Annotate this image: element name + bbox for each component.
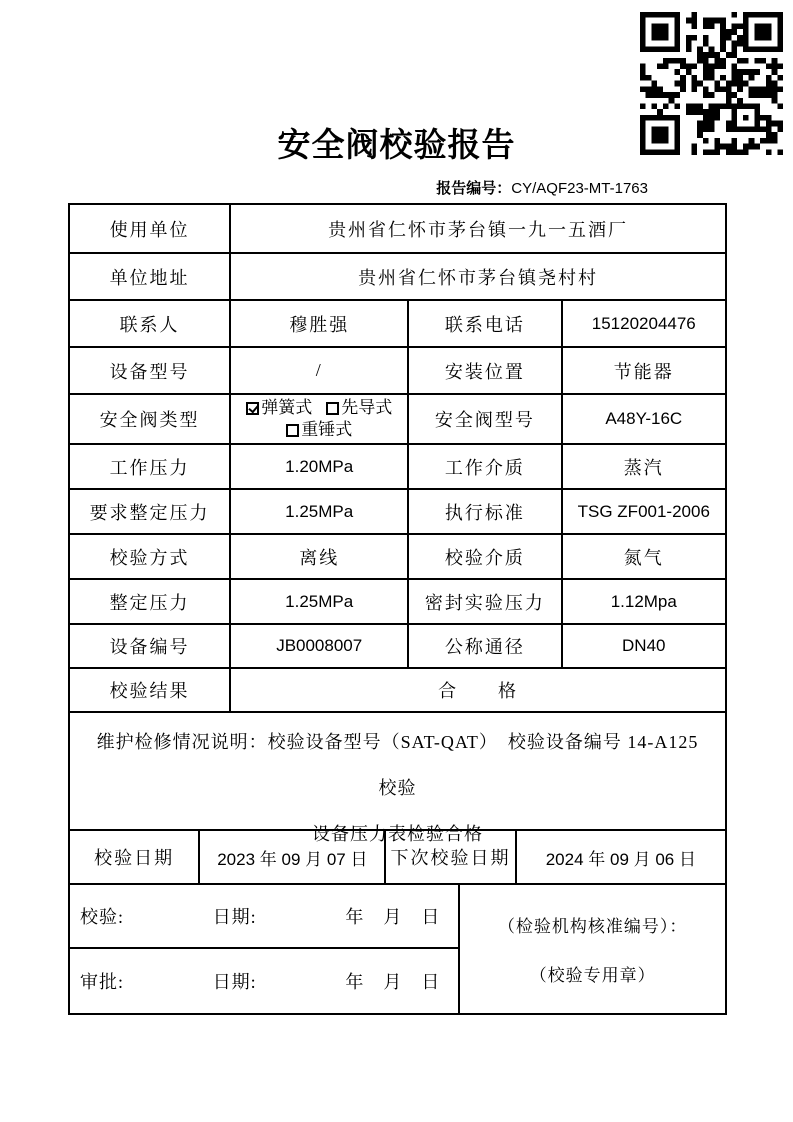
valve-type-option-spring-label: 弹簧式: [261, 398, 313, 417]
calibration-medium-value: 氮气: [623, 547, 664, 568]
signature-section: [70, 883, 725, 1013]
checkbox-empty-icon: [286, 424, 299, 437]
phone-label: 联系电话: [409, 301, 562, 346]
contact-label: 联系人: [70, 301, 231, 346]
use-unit-value: 贵州省仁怀市茅台镇一九一五酒厂: [328, 219, 629, 240]
calibrator-sign-row: [70, 885, 458, 947]
unit-address-label: 单位地址: [70, 254, 231, 299]
nominal-diameter-label: 公称通径: [409, 625, 562, 667]
set-pressure-value: 1.25MPa: [231, 580, 409, 623]
signature-left-column: [70, 885, 460, 1013]
working-medium-label: 工作介质: [409, 445, 562, 488]
calibration-medium-label: 校验介质: [409, 535, 562, 578]
row-device-no: [70, 623, 725, 667]
result-value: 合 格: [438, 681, 519, 701]
valve-type-option-pilot: [326, 397, 392, 419]
org-code-note: （检验机构核准编号）：: [497, 917, 688, 936]
valve-type-option-weight: [286, 419, 352, 441]
result-label: 校验结果: [70, 669, 231, 711]
row-valve-type: [70, 393, 725, 443]
standard-label: 执行标准: [409, 490, 562, 533]
report-number-label: 报告编号：: [436, 180, 512, 197]
required-set-pressure-value: 1.25MPa: [231, 490, 409, 533]
calibration-date-value: 2023 年 09 月 07 日: [200, 831, 386, 883]
seal-test-pressure-value: 1.12Mpa: [610, 591, 677, 611]
contact-value: 穆胜强: [231, 301, 409, 346]
calibrator-ymd: 年 月 日: [345, 907, 441, 927]
unit-address-value: 贵州省仁怀市茅台镇尧村村: [358, 267, 599, 288]
valve-type-option-weight-label: 重锤式: [301, 420, 353, 439]
set-pressure-label: 整定压力: [70, 580, 231, 623]
device-no-value: JB0008007: [231, 625, 409, 667]
device-model-label: 设备型号: [70, 348, 231, 393]
stamp-note: （校验专用章）: [529, 966, 656, 985]
maintenance-note-line2: 设备压力表检验合格: [312, 824, 483, 844]
page-title: 安全阀校验报告: [277, 128, 516, 164]
checkbox-empty-icon: [326, 402, 339, 415]
stamp-area: [460, 885, 725, 1013]
seal-test-pressure-label: 密封实验压力: [409, 580, 562, 623]
calibration-date-label: 校验日期: [70, 831, 200, 883]
maintenance-note-line1: 维护检修情况说明：校验设备型号（SAT-QAT） 校验设备编号 14-A125 校验: [96, 732, 718, 798]
report-table: [68, 203, 727, 1015]
calibration-method-label: 校验方式: [70, 535, 231, 578]
row-use-unit: [70, 205, 725, 252]
approver-ymd: 年 月 日: [345, 972, 441, 992]
row-calibration-method: [70, 533, 725, 578]
standard-value: TSG ZF001-2006: [577, 501, 710, 521]
calibrator-label: 校验:: [80, 907, 125, 927]
next-calibration-date-label: 下次校验日期: [386, 831, 516, 883]
valve-type-option-pilot-label: 先导式: [341, 398, 393, 417]
valve-model-label: 安全阀型号: [409, 395, 562, 443]
nominal-diameter-value: DN40: [622, 636, 666, 655]
approver-sign-row: [70, 947, 458, 1013]
row-required-set-pressure: [70, 488, 725, 533]
next-calibration-date-value: 2024 年 09 月 06 日: [545, 849, 696, 869]
valve-model-value: A48Y-16C: [605, 409, 683, 428]
row-set-pressure: [70, 578, 725, 623]
report-number: [68, 177, 727, 198]
row-calibration-date: [70, 829, 725, 883]
row-maintenance-note: [70, 711, 725, 844]
row-device-model: [70, 346, 725, 393]
phone-value: 15120204476: [591, 313, 696, 333]
use-unit-label: 使用单位: [70, 205, 231, 252]
working-pressure-value: 1.20MPa: [231, 445, 409, 488]
calibrator-date-label: 日期:: [212, 907, 257, 927]
calibration-method-value: 离线: [231, 535, 409, 578]
report-number-value: CY/AQF23-MT-1763: [511, 180, 648, 197]
row-unit-address: [70, 252, 725, 299]
valve-type-label: 安全阀类型: [70, 395, 231, 443]
working-pressure-label: 工作压力: [70, 445, 231, 488]
row-result: [70, 667, 725, 711]
checkbox-checked-icon: [246, 402, 259, 415]
valve-type-options: [231, 395, 409, 443]
install-position-value: 节能器: [613, 361, 674, 382]
approver-label: 审批:: [80, 972, 125, 992]
valve-type-option-spring: [246, 397, 312, 419]
device-model-value: /: [231, 348, 409, 393]
device-no-label: 设备编号: [70, 625, 231, 667]
maintenance-note: [70, 713, 725, 844]
row-contact: [70, 299, 725, 346]
row-working-pressure: [70, 443, 725, 488]
approver-date-label: 日期:: [212, 972, 257, 992]
install-position-label: 安装位置: [409, 348, 562, 393]
required-set-pressure-label: 要求整定压力: [70, 490, 231, 533]
working-medium-value: 蒸汽: [623, 457, 664, 478]
